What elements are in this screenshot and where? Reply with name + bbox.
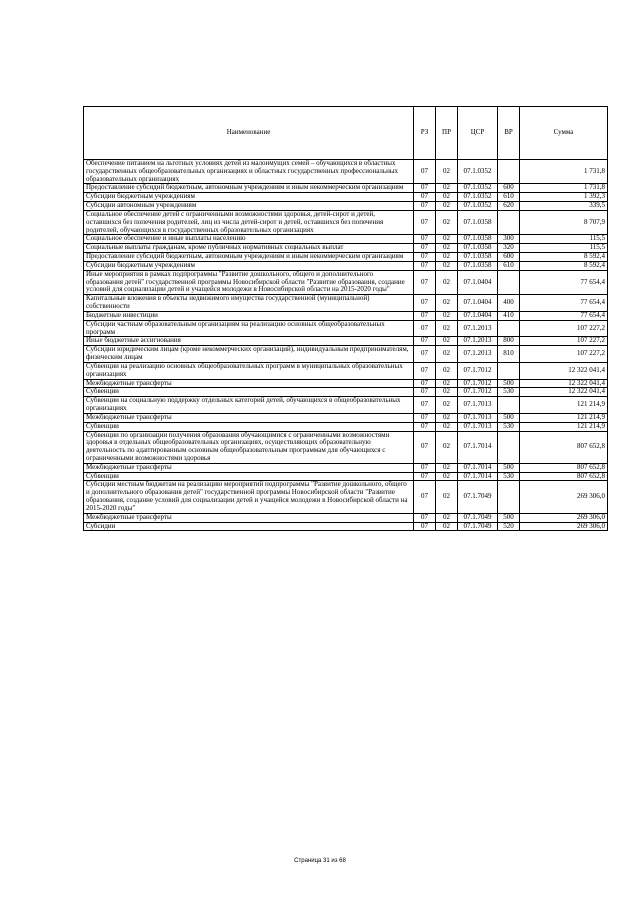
cell-vr xyxy=(498,270,520,294)
cell-sum: 269 306,0 xyxy=(520,513,608,522)
cell-name: Межбюджетные трансферты xyxy=(84,463,414,472)
cell-name: Капитальные вложения в объекты недвижимого имущества государственной (муниципальной) собственности xyxy=(84,295,414,312)
cell-vr: 530 xyxy=(498,422,520,431)
table-row xyxy=(84,513,608,522)
cell-csr: 07.1.7014 xyxy=(458,472,498,481)
header-vr: ВР xyxy=(498,107,520,160)
cell-csr: 07.1.0352 xyxy=(458,193,498,202)
cell-name: Субсидии бюджетным учреждениям xyxy=(84,261,414,270)
cell-rz: 07 xyxy=(414,388,436,397)
cell-csr: 07.1.0358 xyxy=(458,253,498,262)
cell-csr: 07.1.2013 xyxy=(458,346,498,363)
table-row xyxy=(84,193,608,202)
table-row xyxy=(84,422,608,431)
cell-csr: 07.1.0352 xyxy=(458,160,498,184)
cell-rz: 07 xyxy=(414,311,436,320)
cell-sum: 807 652,8 xyxy=(520,431,608,463)
cell-name: Иные мероприятия в рамках подпрограммы "Развитие дошкольного, общего и дополнительного образования детей" государственной программы Новосибирской области "Развитие образования, создание условий для социализации детей и учащейся молодежи в Новосибирской области на 2015-2020 годы" xyxy=(84,270,414,294)
cell-name: Бюджетные инвестиции xyxy=(84,311,414,320)
table-row xyxy=(84,244,608,253)
table-row xyxy=(84,184,608,193)
cell-csr: 07.1.7014 xyxy=(458,463,498,472)
cell-sum: 1 731,8 xyxy=(520,184,608,193)
cell-rz: 07 xyxy=(414,235,436,244)
cell-sum: 77 654,4 xyxy=(520,270,608,294)
table-row xyxy=(84,413,608,422)
cell-rz: 07 xyxy=(414,362,436,379)
table-row xyxy=(84,463,608,472)
cell-vr: 520 xyxy=(498,522,520,531)
table-row xyxy=(84,295,608,312)
cell-csr: 07.1.7012 xyxy=(458,362,498,379)
cell-pr: 02 xyxy=(436,202,458,211)
cell-pr: 02 xyxy=(436,253,458,262)
page-number: Страница 31 из 68 xyxy=(294,858,346,864)
cell-sum: 115,5 xyxy=(520,235,608,244)
cell-pr: 02 xyxy=(436,388,458,397)
cell-vr: 300 xyxy=(498,235,520,244)
cell-pr: 02 xyxy=(436,397,458,414)
cell-pr: 02 xyxy=(436,193,458,202)
cell-pr: 02 xyxy=(436,295,458,312)
cell-sum: 807 652,8 xyxy=(520,472,608,481)
cell-name: Субсидии юридическим лицам (кроме некоммерческих организаций), индивидуальным предпринимателям, физическим лицам xyxy=(84,346,414,363)
cell-vr: 800 xyxy=(498,337,520,346)
cell-rz: 07 xyxy=(414,184,436,193)
cell-rz: 07 xyxy=(414,210,436,234)
cell-pr: 02 xyxy=(436,311,458,320)
cell-csr: 07.1.7012 xyxy=(458,388,498,397)
table-row xyxy=(84,320,608,337)
cell-vr xyxy=(498,397,520,414)
cell-sum: 12 322 041,4 xyxy=(520,362,608,379)
cell-sum: 77 654,4 xyxy=(520,295,608,312)
cell-sum: 8 707,9 xyxy=(520,210,608,234)
cell-sum: 269 306,0 xyxy=(520,522,608,531)
cell-name: Субсидии частным образовательным организациям на реализацию основных общеобразовательных программ xyxy=(84,320,414,337)
table-row xyxy=(84,379,608,388)
cell-vr: 810 xyxy=(498,346,520,363)
table-row xyxy=(84,362,608,379)
cell-rz: 07 xyxy=(414,337,436,346)
cell-name: Субсидии местным бюджетам на реализацию мероприятий подпрограммы "Развитие дошкольного, общего и дополнительного образования детей" государственной программы Новосибирской области "Развитие образования, создание условий для социализации детей и учащейся молодежи в Новосибирской области на 2015-2020 годы" xyxy=(84,481,414,513)
cell-rz: 07 xyxy=(414,379,436,388)
cell-sum: 121 214,9 xyxy=(520,413,608,422)
cell-rz: 07 xyxy=(414,513,436,522)
table-row xyxy=(84,337,608,346)
cell-csr: 07.1.0358 xyxy=(458,244,498,253)
cell-pr: 02 xyxy=(436,261,458,270)
table-header-row xyxy=(84,107,608,160)
cell-name: Предоставление субсидий бюджетным, автономным учреждениям и иным некоммерческим организациям xyxy=(84,184,414,193)
cell-vr: 610 xyxy=(498,261,520,270)
cell-vr: 500 xyxy=(498,413,520,422)
cell-csr: 07.1.2013 xyxy=(458,337,498,346)
cell-rz: 07 xyxy=(414,431,436,463)
cell-vr: 610 xyxy=(498,193,520,202)
table-row xyxy=(84,210,608,234)
table-row xyxy=(84,388,608,397)
cell-csr: 07.1.7012 xyxy=(458,379,498,388)
table-row xyxy=(84,253,608,262)
header-pr: ПР xyxy=(436,107,458,160)
cell-pr: 02 xyxy=(436,244,458,253)
cell-sum: 115,5 xyxy=(520,244,608,253)
cell-pr: 02 xyxy=(436,422,458,431)
cell-vr xyxy=(498,431,520,463)
cell-rz: 07 xyxy=(414,160,436,184)
cell-sum: 107 227,2 xyxy=(520,346,608,363)
cell-name: Обеспечение питанием на льготных условиях детей из малоимущих семей – обучающихся в областных государственных общеобразовательных организациях и областных государственных профессиональных образовательных организациях xyxy=(84,160,414,184)
cell-pr: 02 xyxy=(436,160,458,184)
cell-name: Иные бюджетные ассигнования xyxy=(84,337,414,346)
cell-rz: 07 xyxy=(414,346,436,363)
cell-pr: 02 xyxy=(436,362,458,379)
cell-csr: 07.1.0352 xyxy=(458,184,498,193)
header-csr: ЦСР xyxy=(458,107,498,160)
cell-rz: 07 xyxy=(414,397,436,414)
cell-vr: 410 xyxy=(498,311,520,320)
table-row xyxy=(84,431,608,463)
cell-rz: 07 xyxy=(414,320,436,337)
cell-csr: 07.1.7013 xyxy=(458,397,498,414)
table-row xyxy=(84,346,608,363)
cell-rz: 07 xyxy=(414,193,436,202)
cell-sum: 107 227,2 xyxy=(520,337,608,346)
cell-name: Субвенции xyxy=(84,388,414,397)
table-row xyxy=(84,397,608,414)
cell-rz: 07 xyxy=(414,422,436,431)
cell-vr: 600 xyxy=(498,184,520,193)
cell-vr: 500 xyxy=(498,379,520,388)
cell-vr xyxy=(498,210,520,234)
header-rz: РЗ xyxy=(414,107,436,160)
cell-csr: 07.1.7013 xyxy=(458,422,498,431)
cell-name: Социальное обеспечение и иные выплаты населению xyxy=(84,235,414,244)
cell-csr: 07.1.7049 xyxy=(458,481,498,513)
cell-csr: 07.1.0358 xyxy=(458,235,498,244)
cell-sum: 8 592,4 xyxy=(520,261,608,270)
cell-vr xyxy=(498,320,520,337)
cell-rz: 07 xyxy=(414,253,436,262)
cell-pr: 02 xyxy=(436,431,458,463)
cell-rz: 07 xyxy=(414,472,436,481)
cell-vr xyxy=(498,160,520,184)
cell-vr: 530 xyxy=(498,388,520,397)
cell-csr: 07.1.0404 xyxy=(458,295,498,312)
cell-pr: 02 xyxy=(436,522,458,531)
table-row xyxy=(84,311,608,320)
cell-csr: 07.1.7014 xyxy=(458,431,498,463)
cell-sum: 807 652,8 xyxy=(520,463,608,472)
cell-sum: 121 214,9 xyxy=(520,397,608,414)
cell-name: Субвенции по организации получения образования обучающимися с ограниченными возможностями здоровья в отдельных общеобразовательных организациях, осуществляющих образовательную деятельность по адаптированным основным общеобразовательным программам для обучающихся с ограниченными возможностями здоровья xyxy=(84,431,414,463)
cell-rz: 07 xyxy=(414,481,436,513)
cell-pr: 02 xyxy=(436,270,458,294)
cell-name: Субвенции на социальную поддержку отдельных категорий детей, обучающихся в общеобразовательных организациях xyxy=(84,397,414,414)
cell-rz: 07 xyxy=(414,463,436,472)
cell-vr: 500 xyxy=(498,513,520,522)
table-row xyxy=(84,202,608,211)
cell-pr: 02 xyxy=(436,463,458,472)
table-row xyxy=(84,472,608,481)
cell-csr: 07.1.0358 xyxy=(458,210,498,234)
cell-csr: 07.1.7013 xyxy=(458,413,498,422)
cell-vr xyxy=(498,362,520,379)
cell-csr: 07.1.2013 xyxy=(458,320,498,337)
table-row xyxy=(84,235,608,244)
cell-name: Субсидии бюджетным учреждениям xyxy=(84,193,414,202)
cell-vr xyxy=(498,481,520,513)
cell-sum: 121 214,9 xyxy=(520,422,608,431)
cell-name: Социальное обеспечение детей с ограниченными возможностями здоровья, детей-сирот и детей, оставшихся без попечения родителей, лиц из числа детей-сирот и детей, оставшихся без попечения родителей, обучающихся в государственных образовательных организациях xyxy=(84,210,414,234)
cell-rz: 07 xyxy=(414,270,436,294)
cell-pr: 02 xyxy=(436,472,458,481)
cell-name: Межбюджетные трансферты xyxy=(84,413,414,422)
cell-name: Социальные выплаты гражданам, кроме публичных нормативных социальных выплат xyxy=(84,244,414,253)
cell-rz: 07 xyxy=(414,522,436,531)
cell-csr: 07.1.0404 xyxy=(458,270,498,294)
header-sum: Сумма xyxy=(520,107,608,160)
cell-vr: 600 xyxy=(498,253,520,262)
cell-pr: 02 xyxy=(436,320,458,337)
cell-sum: 8 592,4 xyxy=(520,253,608,262)
cell-rz: 07 xyxy=(414,202,436,211)
cell-name: Предоставление субсидий бюджетным, автономным учреждениям и иным некоммерческим организациям xyxy=(84,253,414,262)
cell-name: Межбюджетные трансферты xyxy=(84,379,414,388)
cell-rz: 07 xyxy=(414,295,436,312)
cell-csr: 07.1.0358 xyxy=(458,261,498,270)
cell-vr: 500 xyxy=(498,463,520,472)
cell-pr: 02 xyxy=(436,235,458,244)
table-row xyxy=(84,160,608,184)
cell-name: Субсидии автономным учреждениям xyxy=(84,202,414,211)
cell-vr: 530 xyxy=(498,472,520,481)
table-row xyxy=(84,270,608,294)
cell-vr: 400 xyxy=(498,295,520,312)
cell-sum: 12 322 041,4 xyxy=(520,379,608,388)
budget-table xyxy=(83,106,608,531)
cell-csr: 07.1.0352 xyxy=(458,202,498,211)
cell-pr: 02 xyxy=(436,513,458,522)
cell-csr: 07.1.7049 xyxy=(458,522,498,531)
cell-sum: 1 392,3 xyxy=(520,193,608,202)
cell-vr: 320 xyxy=(498,244,520,253)
cell-rz: 07 xyxy=(414,261,436,270)
cell-pr: 02 xyxy=(436,210,458,234)
cell-csr: 07.1.7049 xyxy=(458,513,498,522)
cell-name: Субсидии xyxy=(84,522,414,531)
cell-pr: 02 xyxy=(436,184,458,193)
cell-name: Межбюджетные трансферты xyxy=(84,513,414,522)
header-name: Наименование xyxy=(84,107,414,160)
cell-rz: 07 xyxy=(414,413,436,422)
cell-pr: 02 xyxy=(436,379,458,388)
table-row xyxy=(84,522,608,531)
cell-name: Субвенции на реализацию основных общеобразовательных программ в муниципальных образовательных организациях xyxy=(84,362,414,379)
cell-sum: 107 227,2 xyxy=(520,320,608,337)
cell-name: Субвенции xyxy=(84,472,414,481)
cell-vr: 620 xyxy=(498,202,520,211)
cell-pr: 02 xyxy=(436,346,458,363)
cell-csr: 07.1.0404 xyxy=(458,311,498,320)
cell-name: Субвенции xyxy=(84,422,414,431)
cell-sum: 339,5 xyxy=(520,202,608,211)
cell-pr: 02 xyxy=(436,413,458,422)
table-body xyxy=(84,160,608,531)
cell-sum: 77 654,4 xyxy=(520,311,608,320)
cell-sum: 1 731,8 xyxy=(520,160,608,184)
table-row xyxy=(84,261,608,270)
cell-pr: 02 xyxy=(436,481,458,513)
table-row xyxy=(84,481,608,513)
cell-pr: 02 xyxy=(436,337,458,346)
cell-sum: 12 322 041,4 xyxy=(520,388,608,397)
cell-rz: 07 xyxy=(414,244,436,253)
cell-sum: 269 306,0 xyxy=(520,481,608,513)
